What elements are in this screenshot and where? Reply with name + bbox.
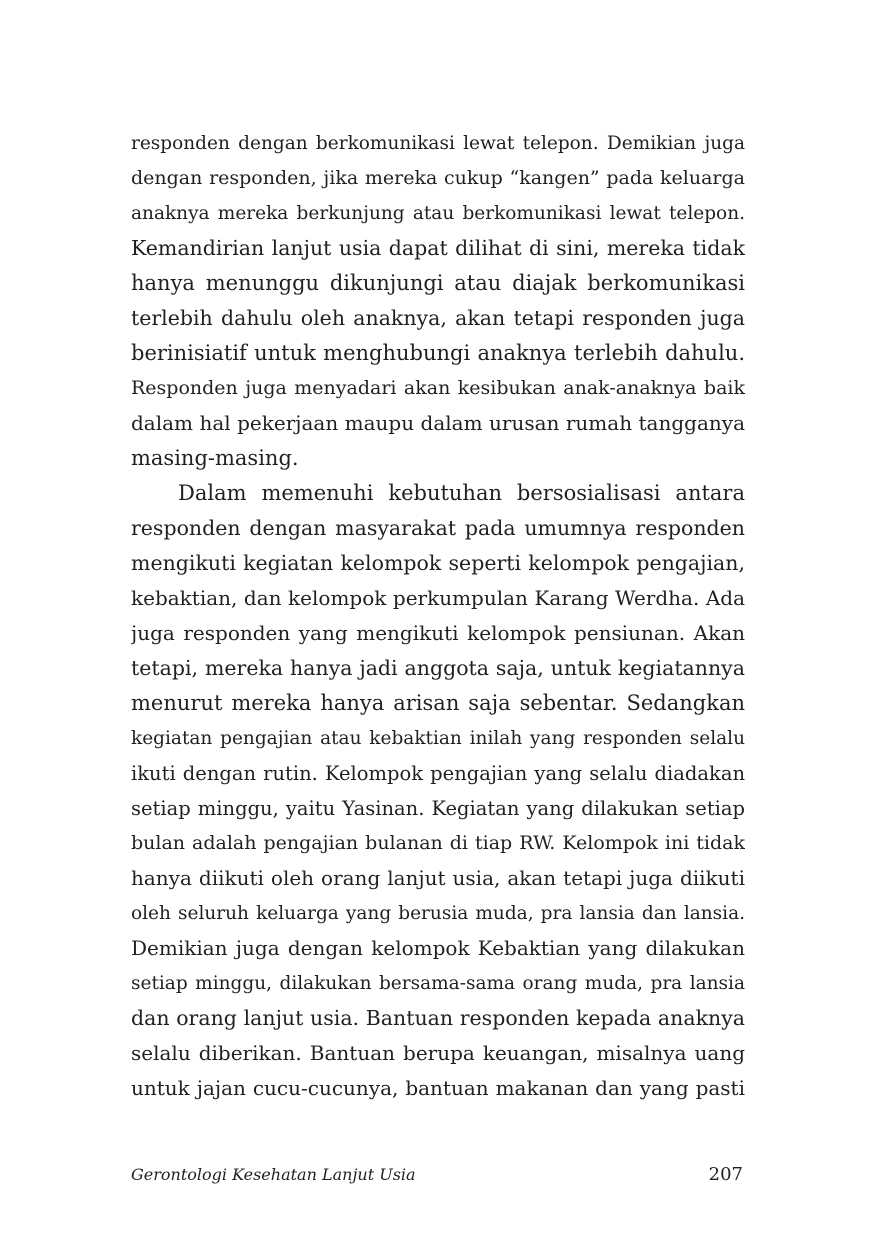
paragraph-line: kebaktian, dan kelompok perkumpulan Karang Werdha. Ada (131, 586, 745, 610)
paragraph-line: bulan adalah pengajian bulanan di tiap RW. Kelompok ini tidak (131, 832, 745, 854)
paragraph-line: selalu diberikan. Bantuan berupa keuangan, misalnya uang (131, 1041, 745, 1065)
paragraph-line: kegiatan pengajian atau kebaktian inilah yang responden selalu (131, 728, 745, 749)
running-footer-title: Gerontologi Kesehatan Lanjut Usia (131, 1165, 416, 1184)
paragraph-line: responden dengan masyarakat pada umumnya responden (131, 516, 745, 540)
paragraph-line: Kemandirian lanjut usia dapat dilihat di sini, mereka tidak (131, 236, 745, 260)
page-number: 207 (708, 1164, 743, 1185)
paragraph-1 (131, 126, 745, 476)
paragraph-2 (131, 476, 745, 1106)
paragraph-line: Dalam memenuhi kebutuhan bersosialisasi antara (178, 481, 745, 505)
paragraph-line: ikuti dengan rutin. Kelompok pengajian yang selalu diadakan (131, 762, 745, 785)
paragraph-line: Demikian juga dengan kelompok Kebaktian yang dilakukan (131, 936, 745, 960)
paragraph-line: responden dengan berkomunikasi lewat telepon. Demikian juga (131, 133, 745, 154)
paragraph-line: berinisiatif untuk menghubungi anaknya terlebih dahulu. (131, 341, 745, 365)
paragraph-line: Responden juga menyadari akan kesibukan anak-anaknya baik (131, 377, 745, 399)
paragraph-line: dalam hal pekerjaan maupu dalam urusan rumah tangganya (131, 411, 745, 435)
paragraph-line: untuk jajan cucu-cucunya, bantuan makanan dan yang pasti (131, 1076, 745, 1100)
page-body (131, 126, 745, 1106)
paragraph-line: juga responden yang mengikuti kelompok pensiunan. Akan (131, 621, 745, 645)
paragraph-line: anaknya mereka berkunjung atau berkomunikasi lewat telepon. (131, 203, 745, 224)
paragraph-line: hanya menunggu dikunjungi atau diajak berkomunikasi (131, 271, 745, 295)
page-footer (131, 1162, 743, 1188)
paragraph-line: terlebih dahulu oleh anaknya, akan tetapi responden juga (131, 306, 745, 330)
paragraph-line: mengikuti kegiatan kelompok seperti kelompok pengajian, (131, 551, 745, 575)
paragraph-line: setiap minggu, yaitu Yasinan. Kegiatan yang dilakukan setiap (131, 797, 745, 820)
paragraph-line: tetapi, mereka hanya jadi anggota saja, untuk kegiatannya (131, 656, 745, 680)
paragraph-line: setiap minggu, dilakukan bersama-sama orang muda, pra lansia (131, 973, 745, 994)
paragraph-line: masing-masing. (131, 446, 299, 470)
paragraph-line: menurut mereka hanya arisan saja sebentar. Sedangkan (131, 691, 745, 715)
paragraph-line: oleh seluruh keluarga yang berusia muda, pra lansia dan lansia. (131, 903, 745, 924)
paragraph-line: hanya diikuti oleh orang lanjut usia, akan tetapi juga diikuti (131, 866, 745, 890)
paragraph-line: dan orang lanjut usia. Bantuan responden kepada anaknya (131, 1006, 745, 1030)
paragraph-line: dengan responden, jika mereka cukup “kangen” pada keluarga (131, 167, 745, 189)
